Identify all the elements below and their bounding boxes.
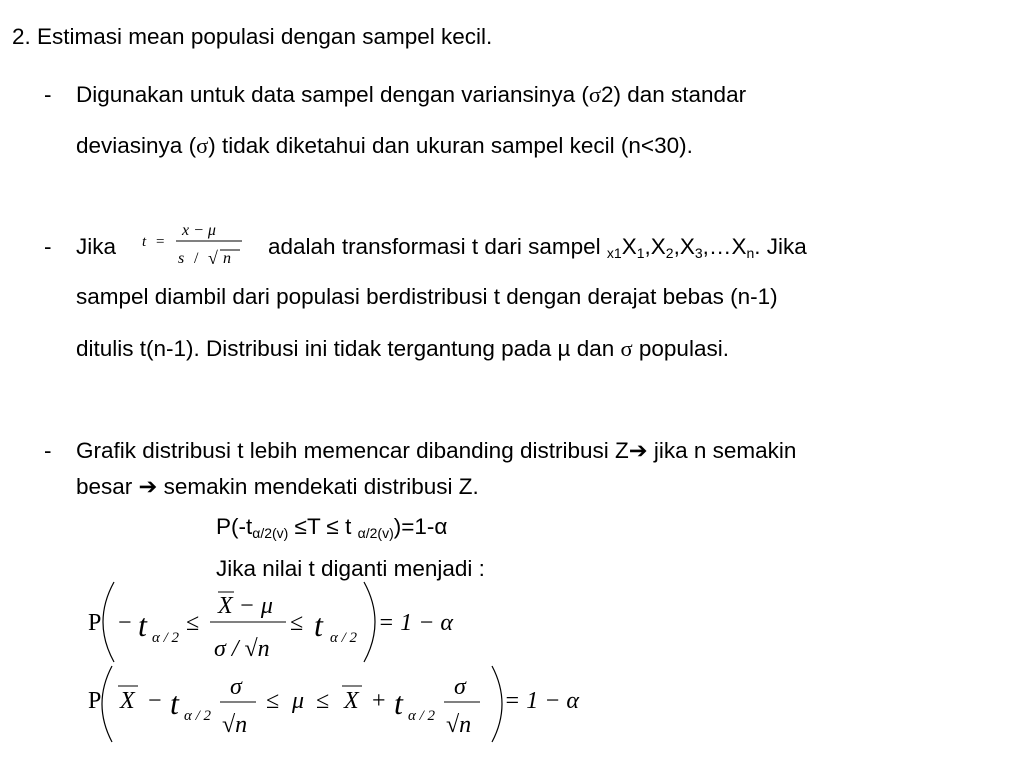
left-paren — [103, 582, 114, 662]
equation-2 — [86, 664, 606, 744]
substitution-note: Jika nilai t diganti menjadi : — [216, 556, 485, 581]
bullet-dash: - — [44, 234, 52, 259]
bullet-1-line-1 — [76, 84, 746, 107]
eq2-P: P — [88, 688, 102, 714]
right-paren — [492, 666, 502, 742]
formula-s: s — [178, 250, 185, 267]
x-var-n: X — [731, 234, 747, 259]
eq2-sub-left: α / 2 — [184, 708, 212, 724]
x-sub-2: 2 — [665, 245, 674, 261]
sqrt-icon: √ — [208, 248, 218, 268]
bullet-3-text-a: Grafik distribusi t lebih memencar dibanding distribusi Z — [76, 438, 629, 463]
x-sub-3: 3 — [694, 245, 703, 261]
prob-text-1: P(-t — [216, 514, 253, 539]
eq2-le-left: ≤ — [266, 688, 280, 714]
x-sep-n: . Jika — [754, 234, 807, 259]
eq1-equals: = 1 − α — [378, 610, 453, 636]
bullet-1-line-2 — [76, 135, 693, 158]
bullet-3-text-d: semakin mendekati distribusi Z. — [157, 474, 479, 499]
bullet-dash: - — [44, 82, 52, 107]
eq2-sigma-right: σ — [454, 674, 466, 700]
bullet-1-text-a: Digunakan untuk data sampel dengan variansinya ( — [76, 82, 589, 107]
bullet-1-text-c: deviasinya ( — [76, 133, 197, 158]
sigma-symbol: σ — [588, 82, 601, 107]
x-var-3: X — [679, 234, 695, 259]
bullet-1-text-b: 2) dan standar — [600, 82, 747, 107]
x-sep-2: , — [673, 234, 680, 259]
prob-text-3: )=1-α — [393, 514, 448, 539]
eq2-sub-right: α / 2 — [408, 708, 436, 724]
eq2-sigma-left: σ — [230, 674, 242, 700]
bullet-2-text-a: adalah transformasi t dari sampel — [268, 234, 607, 259]
bullet-1-text-d: ) tidak diketahui dan ukuran sampel kecil (n<30). — [208, 133, 693, 158]
bullet-2-jika: Jika — [76, 234, 117, 259]
eq1-minus: − — [118, 610, 132, 636]
bullet-2-text-c: ditulis t(n-1). Distribusi ini tidak tergantung pada µ dan — [76, 336, 621, 361]
eq2-sqrtn-right: √n — [446, 712, 472, 738]
left-paren — [102, 666, 112, 742]
probability-statement — [216, 516, 447, 539]
prob-text-2: ≤T ≤ t — [288, 514, 358, 539]
x-sep-3: ,… — [702, 234, 732, 259]
prob-sub-1: α/2(v) — [252, 525, 289, 541]
eq2-minus: − — [148, 688, 162, 714]
eq2-le-right: ≤ — [316, 688, 330, 714]
eq1-le-left: ≤ — [186, 610, 200, 636]
sigma-symbol: σ — [620, 336, 633, 361]
formula-n: n — [223, 250, 231, 267]
eq1-le-right: ≤ — [290, 610, 304, 636]
t-formula — [138, 216, 250, 272]
eq2-mu: μ — [292, 688, 305, 714]
x-var-1: X — [621, 234, 637, 259]
page-title: 2. Estimasi mean populasi dengan sampel kecil. — [12, 24, 493, 49]
formula-numerator: x − μ — [182, 222, 216, 239]
prob-sub-2: α/2(v) — [357, 525, 394, 541]
eq2-equals: = 1 − α — [504, 688, 579, 714]
eq1-t-right: t — [314, 607, 323, 643]
eq1-P: P — [88, 610, 102, 636]
eq1-sub-right: α / 2 — [330, 630, 358, 646]
sigma-symbol: σ — [196, 133, 209, 158]
formula-t: t — [142, 234, 147, 250]
bullet-3-line-2 — [76, 476, 479, 499]
bullet-3-text-b: jika n semakin — [647, 438, 797, 463]
eq2-X-left: X — [120, 688, 135, 714]
eq2-t-left: t — [170, 685, 179, 721]
right-paren — [364, 582, 375, 662]
eq2-plus: + — [372, 688, 386, 714]
eq2-X-right: X — [344, 688, 359, 714]
x-sub-1: 1 — [636, 245, 645, 261]
bullet-2-line-2: sampel diambil dari populasi berdistribusi t dengan derajat bebas (n-1) — [76, 284, 778, 309]
eq2-sqrtn-left: √n — [222, 712, 248, 738]
eq2-t-right: t — [394, 685, 403, 721]
eq1-t-left: t — [138, 607, 147, 643]
arrow-right-icon: ➔ — [138, 474, 158, 499]
bullet-2-line-1 — [268, 236, 807, 259]
eq1-denominator: σ / √n — [214, 636, 270, 662]
bullet-2-line-3 — [76, 338, 729, 361]
eq1-numerator: X − μ — [218, 593, 273, 619]
formula-equals: = — [156, 234, 165, 250]
bullet-3-text-c: besar — [76, 474, 139, 499]
x-var-2: X — [650, 234, 666, 259]
x-sub-n: n — [746, 245, 755, 261]
arrow-right-icon: ➔ — [628, 438, 648, 463]
sample-prefix: x1 — [606, 245, 622, 261]
eq1-sub-left: α / 2 — [152, 630, 180, 646]
bullet-3-line-1 — [76, 440, 796, 463]
bullet-dash: - — [44, 438, 52, 463]
bullet-2-text-d: populasi. — [632, 336, 729, 361]
x-sep-1: , — [644, 234, 651, 259]
formula-slash: / — [194, 250, 199, 267]
equation-1 — [86, 578, 466, 666]
